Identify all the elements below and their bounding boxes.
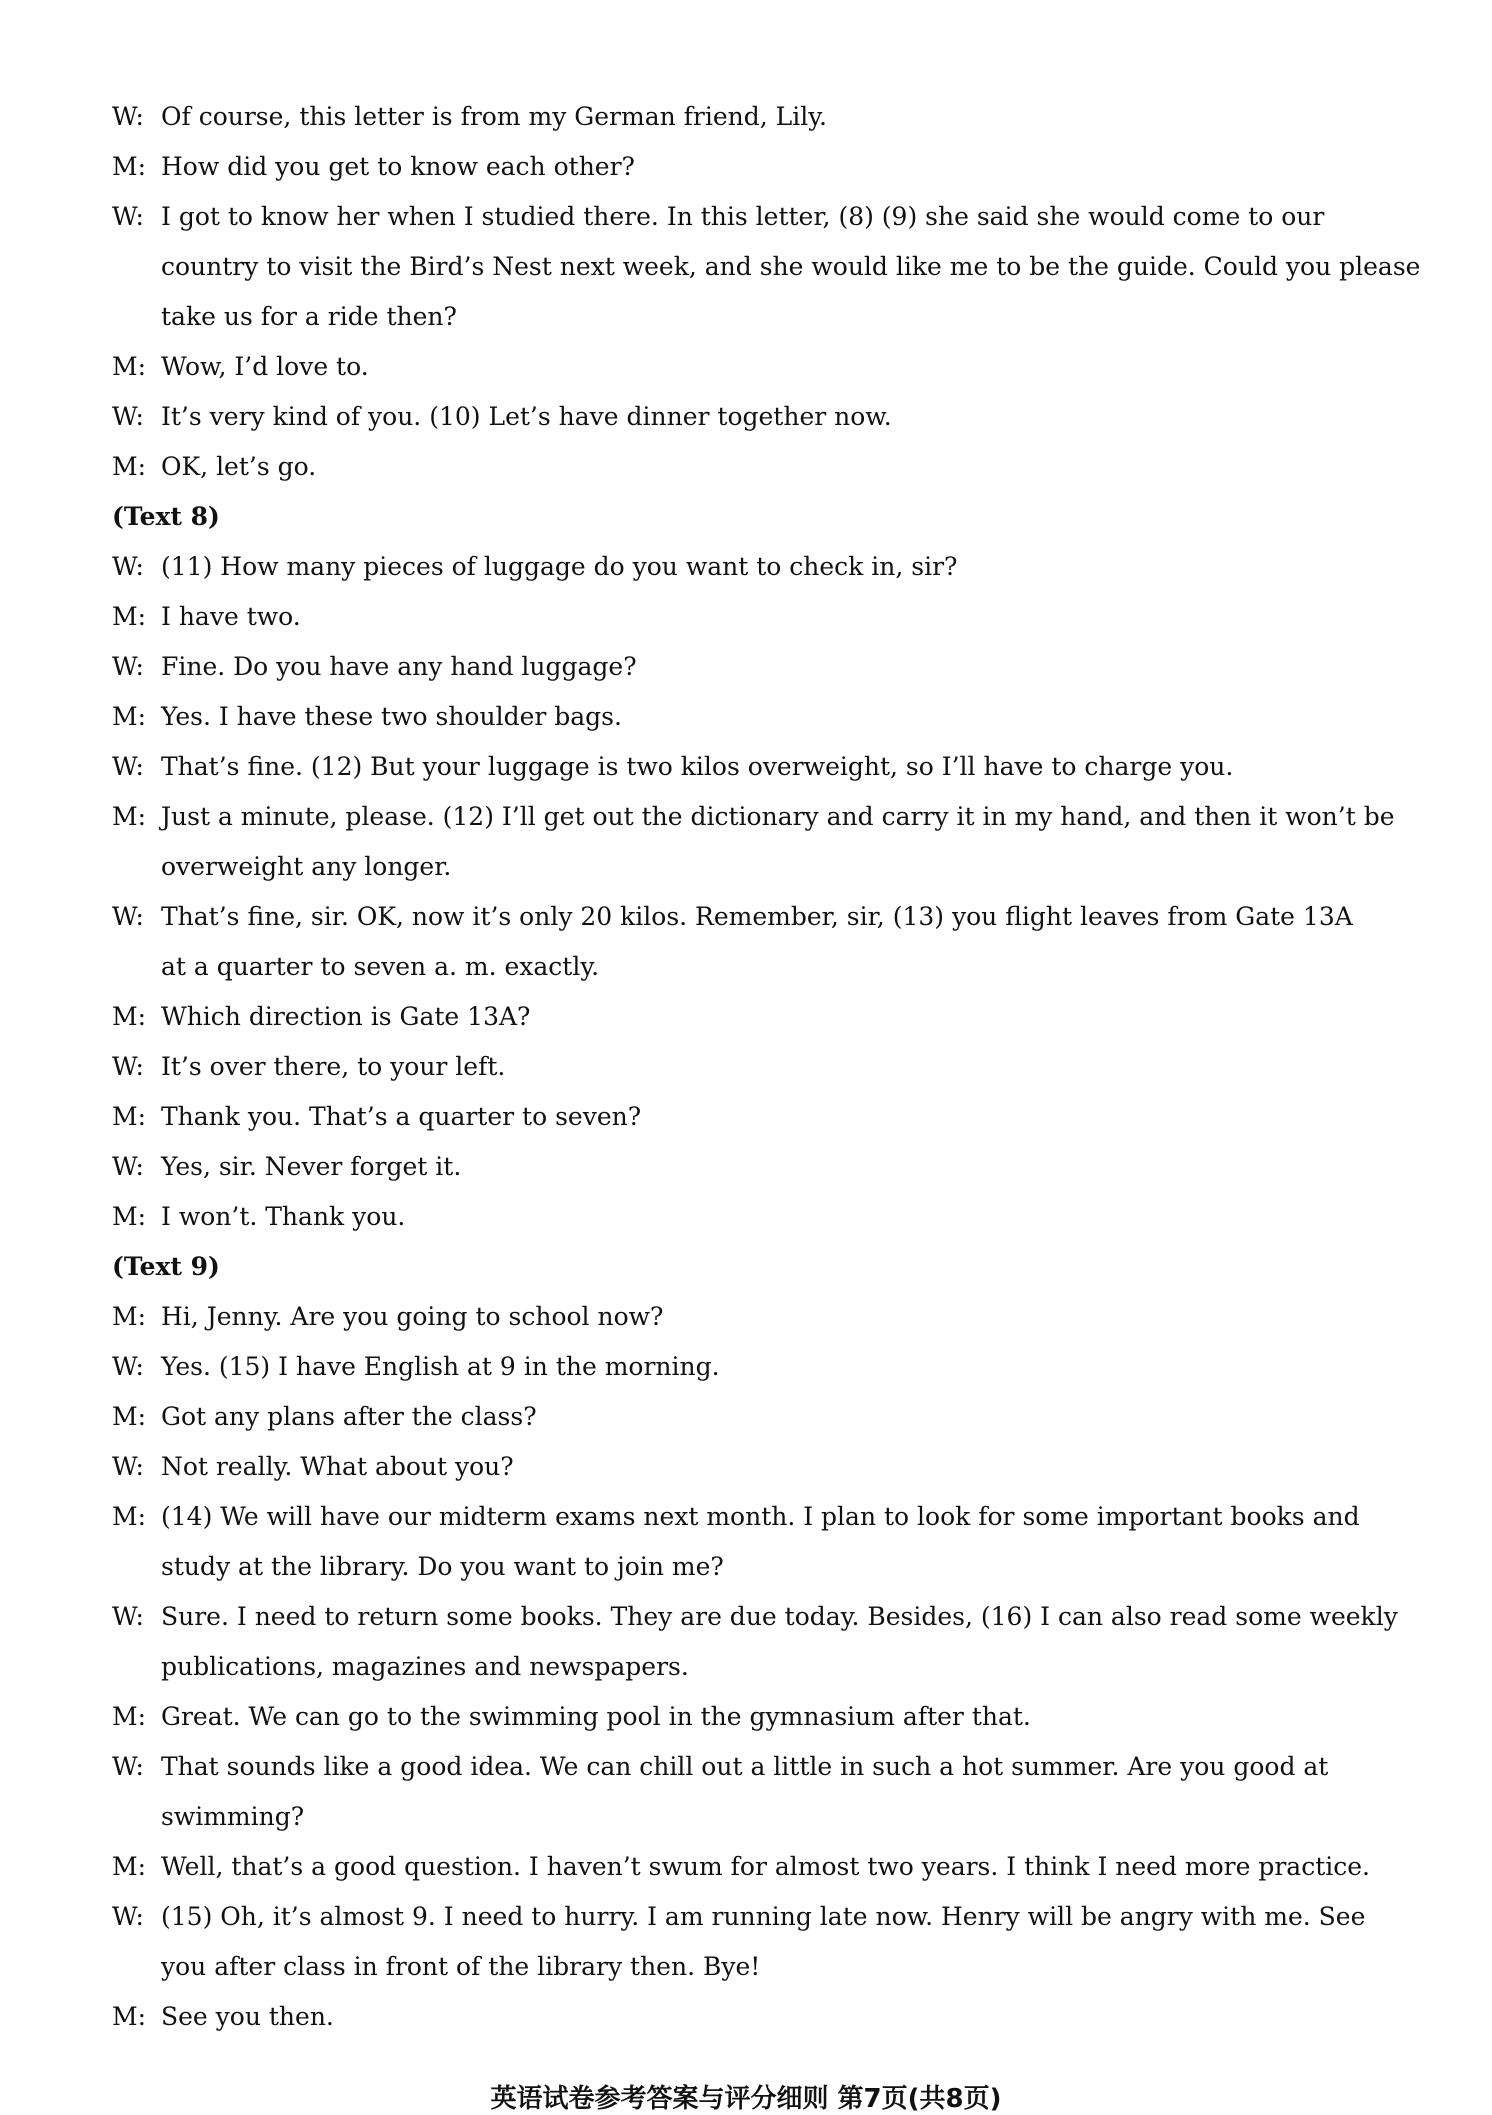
speaker-label: M: — [112, 1202, 147, 1231]
speaker-label: M: — [112, 1702, 147, 1731]
dialogue-line — [112, 542, 1362, 592]
dialogue-line — [112, 142, 1362, 192]
dialogue-text: I won’t. Thank you. — [161, 1202, 406, 1231]
dialogue-line — [112, 1692, 1362, 1742]
dialogue-line — [112, 1192, 1362, 1242]
speaker-label: M: — [112, 1102, 147, 1131]
dialogue-line — [112, 892, 1362, 942]
speaker-label: W: — [112, 1052, 144, 1081]
dialogue-text: Not really. What about you? — [161, 1452, 514, 1481]
dialogue-text: (15) Oh, it’s almost 9. I need to hurry. I am running late now. Henry will be angry with me. See — [161, 1902, 1366, 1931]
dialogue-line — [112, 742, 1362, 792]
page-footer: 英语试卷参考答案与评分细则 第7页(共8页) — [490, 2084, 1002, 2114]
dialogue-continuation: at a quarter to seven a. m. exactly. — [161, 952, 600, 981]
dialogue-continuation: overweight any longer. — [161, 852, 452, 881]
dialogue-line — [112, 1092, 1362, 1142]
dialogue-text: Yes, sir. Never forget it. — [161, 1152, 462, 1181]
dialogue-text: Just a minute, please. (12) I’ll get out the dictionary and carry it in my hand, and then it won’t be — [161, 802, 1395, 831]
dialogue-line — [112, 1042, 1362, 1092]
dialogue-line — [112, 792, 1395, 842]
dialogue-text: Thank you. That’s a quarter to seven? — [161, 1102, 642, 1131]
dialogue-line — [112, 1592, 1398, 1642]
dialogue-text: It’s very kind of you. (10) Let’s have dinner together now. — [161, 402, 892, 431]
dialogue-line — [112, 192, 1362, 242]
section-heading: (Text 9) — [112, 1252, 220, 1281]
dialogue-text: (14) We will have our midterm exams next month. I plan to look for some important books and — [161, 1502, 1360, 1531]
dialogue-line — [112, 1392, 1362, 1442]
speaker-label: W: — [112, 1452, 144, 1481]
dialogue-text: That sounds like a good idea. We can chill out a little in such a hot summer. Are you good at — [161, 1752, 1329, 1781]
speaker-label: M: — [112, 2002, 147, 2031]
speaker-label: W: — [112, 1602, 144, 1631]
dialogue-continuation: country to visit the Bird’s Nest next week, and she would like me to be the guide. Could you please — [161, 252, 1421, 281]
speaker-label: M: — [112, 1002, 147, 1031]
dialogue-line — [112, 1842, 1370, 1892]
dialogue-line — [112, 642, 1362, 692]
dialogue-line — [112, 592, 1362, 642]
dialogue-text: Well, that’s a good question. I haven’t swum for almost two years. I think I need more practice. — [161, 1852, 1370, 1881]
dialogue-text: How did you get to know each other? — [161, 152, 635, 181]
dialogue-line — [112, 1292, 1362, 1342]
transcript — [112, 92, 1421, 2042]
dialogue-text: See you then. — [161, 2002, 334, 2031]
dialogue-line — [112, 442, 1362, 492]
dialogue-line — [112, 1342, 1362, 1392]
dialogue-text: Got any plans after the class? — [161, 1402, 537, 1431]
dialogue-continuation: take us for a ride then? — [161, 302, 457, 331]
speaker-label: W: — [112, 752, 144, 781]
dialogue-text: Yes. (15) I have English at 9 in the morning. — [161, 1352, 720, 1381]
dialogue-continuation: publications, magazines and newspapers. — [161, 1652, 689, 1681]
dialogue-continuation: study at the library. Do you want to join me? — [161, 1552, 724, 1581]
speaker-label: W: — [112, 1352, 144, 1381]
dialogue-text: Great. We can go to the swimming pool in the gymnasium after that. — [161, 1702, 1031, 1731]
speaker-label: M: — [112, 802, 147, 831]
dialogue-text: That’s fine. (12) But your luggage is two kilos overweight, so I’ll have to charge you. — [161, 752, 1234, 781]
dialogue-continuation: swimming? — [161, 1802, 305, 1831]
dialogue-line — [112, 342, 1362, 392]
speaker-label: W: — [112, 202, 144, 231]
dialogue-text: OK, let’s go. — [161, 452, 317, 481]
dialogue-text: Fine. Do you have any hand luggage? — [161, 652, 637, 681]
speaker-label: M: — [112, 1852, 147, 1881]
speaker-label: M: — [112, 702, 147, 731]
dialogue-line — [112, 692, 1362, 742]
dialogue-text: Which direction is Gate 13A? — [161, 1002, 531, 1031]
dialogue-line — [112, 92, 1362, 142]
speaker-label: M: — [112, 352, 147, 381]
speaker-label: W: — [112, 902, 144, 931]
dialogue-text: Wow, I’d love to. — [161, 352, 369, 381]
dialogue-line — [112, 992, 1362, 1042]
dialogue-text: That’s fine, sir. OK, now it’s only 20 kilos. Remember, sir, (13) you flight leaves from Gate 13A — [161, 902, 1353, 931]
speaker-label: W: — [112, 552, 144, 581]
speaker-label: M: — [112, 1402, 147, 1431]
speaker-label: W: — [112, 1152, 144, 1181]
dialogue-text: I have two. — [161, 602, 301, 631]
dialogue-line — [112, 392, 1362, 442]
speaker-label: W: — [112, 1752, 144, 1781]
dialogue-continuation: you after class in front of the library then. Bye! — [161, 1952, 761, 1981]
speaker-label: M: — [112, 1302, 147, 1331]
dialogue-line — [112, 1142, 1362, 1192]
dialogue-line — [112, 1992, 1362, 2042]
dialogue-text: Sure. I need to return some books. They are due today. Besides, (16) I can also read some weekly — [161, 1602, 1398, 1631]
dialogue-text: Yes. I have these two shoulder bags. — [161, 702, 622, 731]
speaker-label: M: — [112, 602, 147, 631]
dialogue-text: I got to know her when I studied there. In this letter, (8) (9) she said she would come to our — [161, 202, 1325, 231]
speaker-label: M: — [112, 152, 147, 181]
speaker-label: M: — [112, 1502, 147, 1531]
dialogue-text: (11) How many pieces of luggage do you want to check in, sir? — [161, 552, 958, 581]
dialogue-text: It’s over there, to your left. — [161, 1052, 506, 1081]
speaker-label: W: — [112, 402, 144, 431]
speaker-label: W: — [112, 1902, 144, 1931]
speaker-label: W: — [112, 102, 144, 131]
dialogue-line — [112, 1442, 1362, 1492]
speaker-label: W: — [112, 652, 144, 681]
dialogue-text: Hi, Jenny. Are you going to school now? — [161, 1302, 664, 1331]
dialogue-line — [112, 1492, 1362, 1542]
dialogue-line — [112, 1742, 1362, 1792]
speaker-label: M: — [112, 452, 147, 481]
dialogue-text: Of course, this letter is from my German friend, Lily. — [161, 102, 827, 131]
section-heading: (Text 8) — [112, 502, 220, 531]
dialogue-line — [112, 1892, 1366, 1942]
